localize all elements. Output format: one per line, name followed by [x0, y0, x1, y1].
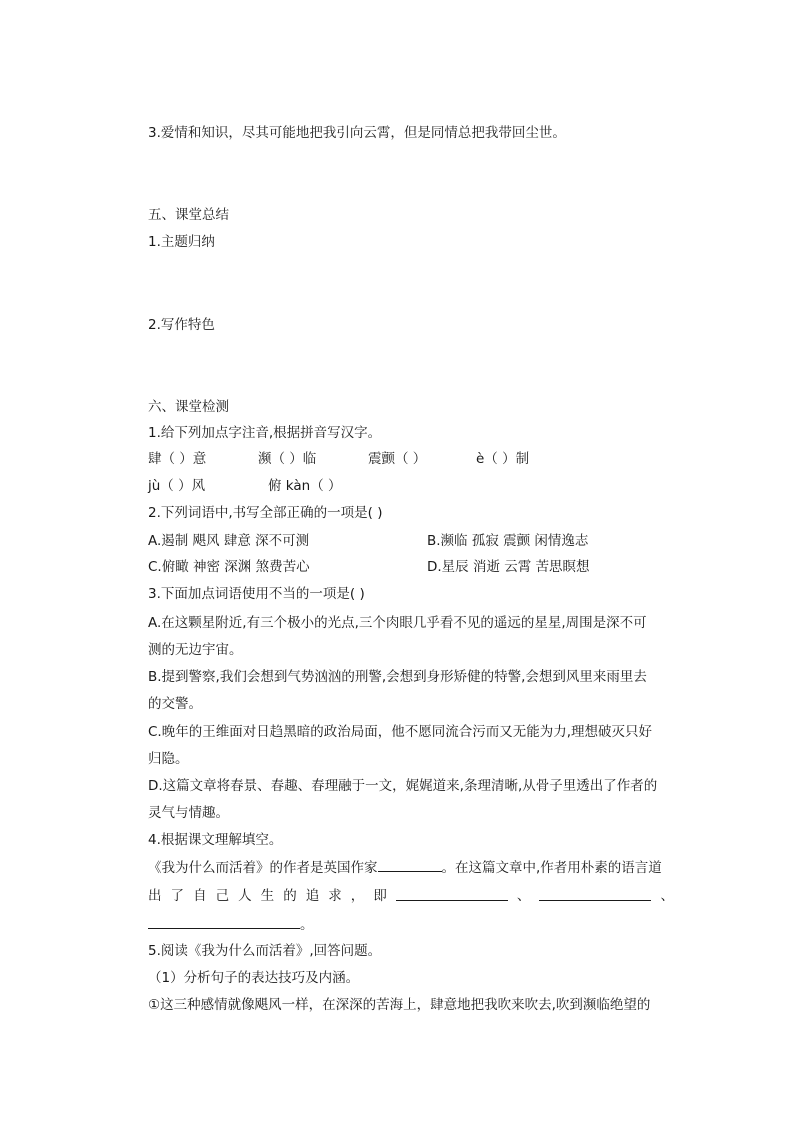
q3-option-d-line-2: 灵气与情趣。: [148, 805, 229, 821]
q4-end: 。: [300, 917, 314, 933]
q4-char: 追: [305, 888, 320, 904]
q3-option-c-line-2: 归隐。: [148, 751, 189, 767]
q2-stem: 2.下列词语中,书写全部正确的一项是( ): [148, 505, 383, 521]
q3-option-a-line-2: 测的无边宇宙。: [148, 642, 243, 658]
q4-char: 求: [328, 888, 342, 904]
q4-char: 的: [283, 888, 297, 904]
q4-text-a: 《我为什么而活着》的作者是英国作家: [148, 860, 378, 876]
sentence-3: 3.爱情和知识，尽其可能地把我引向云霄，但是同情总把我带回尘世。: [148, 125, 566, 141]
q5-sentence-1: ①这三种感情就像飓风一样，在深深的苦海上，肆意地把我吹来吹去,吹到濒临绝望的: [148, 997, 651, 1013]
q4-char: 人: [238, 888, 252, 904]
q1-row-1: [148, 449, 576, 469]
q4-line-2: [148, 886, 674, 906]
q1-item: è（ ）制: [476, 451, 530, 467]
q1-item: 震颤（ ）: [368, 451, 427, 467]
q3-option-d-line-1: D.这篇文章将春景、春趣、春理融于一文，娓娓道来,条理清晰,从骨子里透出了作者的: [148, 778, 658, 794]
q4-char: 生: [260, 888, 275, 904]
q2-option-b: B.濒临 孤寂 震颤 闲情逸志: [427, 533, 589, 549]
section-6-title: 六、课堂检测: [148, 399, 229, 415]
q4-answer-blank-1[interactable]: [396, 886, 508, 901]
q1-stem: 1.给下列加点字注音,根据拼音写汉字。: [148, 425, 382, 441]
q4-char: 即: [373, 888, 387, 904]
q4-text-b: 。在这篇文章中,作者用朴素的语言道: [441, 860, 662, 876]
q3-option-b-line-1: B.提到警察,我们会想到气势汹汹的刑警,会想到身形矫健的特警,会想到风里来雨里去: [148, 669, 647, 685]
q2-option-a: A.遏制 飓风 肆意 深不可测: [148, 533, 310, 549]
q4-line-3: [148, 914, 314, 935]
q4-author-blank[interactable]: [378, 857, 442, 872]
q2-row-1: [148, 531, 588, 551]
q1-row-2: [148, 476, 408, 496]
q1-item: jù（ ）风: [148, 478, 206, 494]
q3-option-a-line-1: A.在这颗星附近,有三个极小的光点,三个肉眼几乎看不见的遥远的星星,周围是深不可: [148, 615, 647, 631]
q4-separator: 、: [516, 888, 531, 904]
q1-item: 俯 kàn（ ）: [268, 478, 342, 494]
section-5-item-2: 2.写作特色: [148, 317, 215, 333]
q5-stem: 5.阅读《我为什么而活着》,回答问题。: [148, 943, 382, 959]
q2-option-c: C.俯瞰 神密 深渊 煞费苦心: [148, 559, 310, 575]
section-5-title: 五、课堂总结: [148, 207, 229, 223]
q4-stem: 4.根据课文理解填空。: [148, 832, 283, 848]
q4-answer-blank-2[interactable]: [539, 886, 651, 901]
q4-separator: 、: [660, 888, 674, 904]
q1-item: 肆（ ）意: [148, 451, 207, 467]
q3-stem: 3.下面加点词语使用不当的一项是( ): [148, 586, 365, 602]
q4-answer-blank-3[interactable]: [148, 914, 300, 929]
section-5-item-1: 1.主题归纳: [148, 234, 215, 250]
q4-char: ，: [350, 888, 365, 904]
q3-option-b-line-2: 的交警。: [148, 696, 202, 712]
q1-item: 濒（ ）临: [258, 451, 317, 467]
q3-option-c-line-1: C.晚年的王维面对日趋黑暗的政治局面，他不愿同流合污而又无能为力,理想破灭只好: [148, 724, 653, 740]
q4-char: 出: [148, 888, 162, 904]
q4-char: 己: [215, 888, 230, 904]
q4-char: 自: [193, 888, 207, 904]
q2-option-d: D.星辰 消逝 云霄 苦思瞑想: [427, 559, 590, 575]
q4-line-1: [148, 857, 662, 878]
q5-sub-1: （1）分析句子的表达技巧及内涵。: [148, 970, 360, 986]
q2-row-2: [148, 557, 590, 577]
q4-char: 了: [170, 888, 185, 904]
